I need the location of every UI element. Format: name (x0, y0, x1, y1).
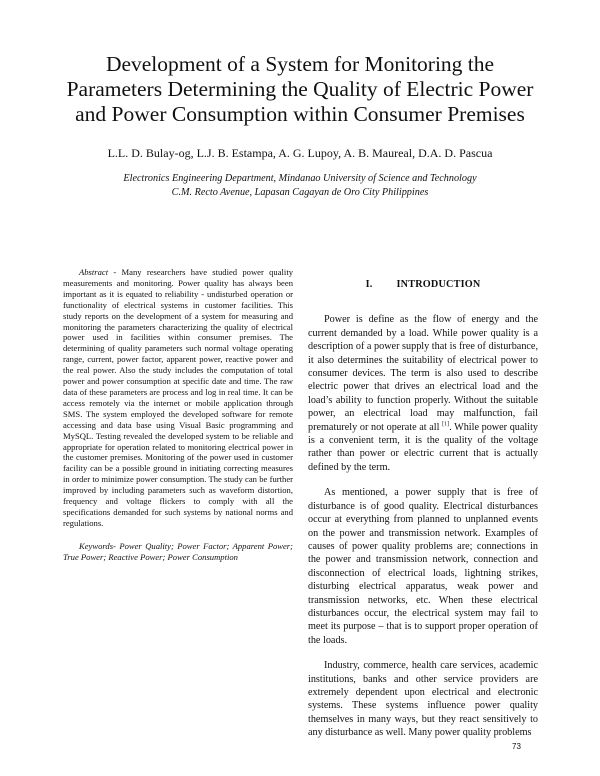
page-number: 73 (512, 742, 521, 751)
keywords: Keywords- Power Quality; Power Factor; Apparent Power; True Power; Reactive Power; Power Consumption (63, 540, 293, 562)
paragraph-text: . While power quality is a convenient term, it is the quality of the voltage rather than power or electric current that is actually defined by the term. (308, 421, 539, 473)
intro-paragraph-3: Industry, commerce, health care services, academic institutions, banks and other service providers are extremely dependent upon electrical and electronic systems. These systems influence power quality themselves in many ways, but they react sensitively to any disturbance as well. Many power quality problems (308, 660, 538, 739)
left-column (63, 267, 293, 563)
affiliation-line: C.M. Recto Avenue, Lapasan Cagayan de Oro City Philippines (171, 186, 429, 198)
intro-paragraph-2: As mentioned, a power supply that is free of disturbance is of good quality. Electrical disturbances occur at everything from planned to unplanned events on the power and transmission network. Examples of causes of power quality problems are; connections in the power and transmission network, connection and disconnection of electrical loads, lightning strikes, disturbing electrical apparatus, weak power and transmission networks, etc. When these electrical disturbances occur, the electrical system may fail to meet its purpose – that is to support proper operation of the loads. (308, 487, 538, 646)
title-line: and Power Consumption within Consumer Premises (75, 102, 525, 126)
affiliation-line: Electronics Engineering Department, Mindanao University of Science and Technology (123, 173, 477, 184)
abstract (63, 267, 293, 529)
right-column (308, 278, 538, 752)
abstract-text: - Many researchers have studied power quality measurements and monitoring. Power quality has always been important as it is equated to reliability - undisturbed operation or functionality of electrical systems in customer facilities. This study reports on the development of a system for measuring and monitoring the parameters characterizing the quality of electrical power used in facilities within consumer premises. The determining of quality parameters such normal voltage operating range, current, power factor, apparent power, reactive power and the real power. Also the study includes the computation of total power and power consumption at specific date and time. The raw data of these parameters are process and log in real time. It can be access remotely via the internet or mobile application through SMS. The system employed the developed software for remote accessing and data base using Visual Basic programming and MySQL. Testing revealed the developed system to be reliable and appropriate for operation related to monitoring electrical power in the customer premises. Monitoring of the power used in customer facility can be a possible ground in initiating correcting measures in order to minimize power consumption. The study can be further improved by including parameters such as waveform distortion, frequency and voltage flickers to comply with all the specifications demanded for such systems by national norms and regulations. (63, 267, 293, 528)
title-line: Development of a System for Monitoring the (105, 52, 495, 76)
title-line: Parameters Determining the Quality of Electric Power (66, 77, 534, 101)
section-number: I. (365, 279, 373, 290)
intro-paragraph-1 (308, 313, 538, 474)
citation-reference: [1] (442, 421, 450, 428)
section-title: INTRODUCTION (396, 279, 481, 290)
paragraph-text: Power is define as the flow of energy and the current demanded by a load. While power quality is a description of a power supply that is free of disturbance, it also determines the suitability of electrical power to consumer devices. The term is also used to describe electric power that drives an electrical load and the load’s ability to function properly. Without the suitable power, an electrical load may malfunction, fail prematurely or not operate at all (308, 314, 538, 433)
paper-title (40, 52, 560, 127)
section-heading (308, 278, 538, 291)
abstract-label: Abstract (79, 267, 109, 277)
affiliation (40, 172, 560, 199)
author-list: L.L. D. Bulay-og, L.J. B. Estampa, A. G. Lupoy, A. B. Maureal, D.A. D. Pascua (107, 146, 493, 160)
